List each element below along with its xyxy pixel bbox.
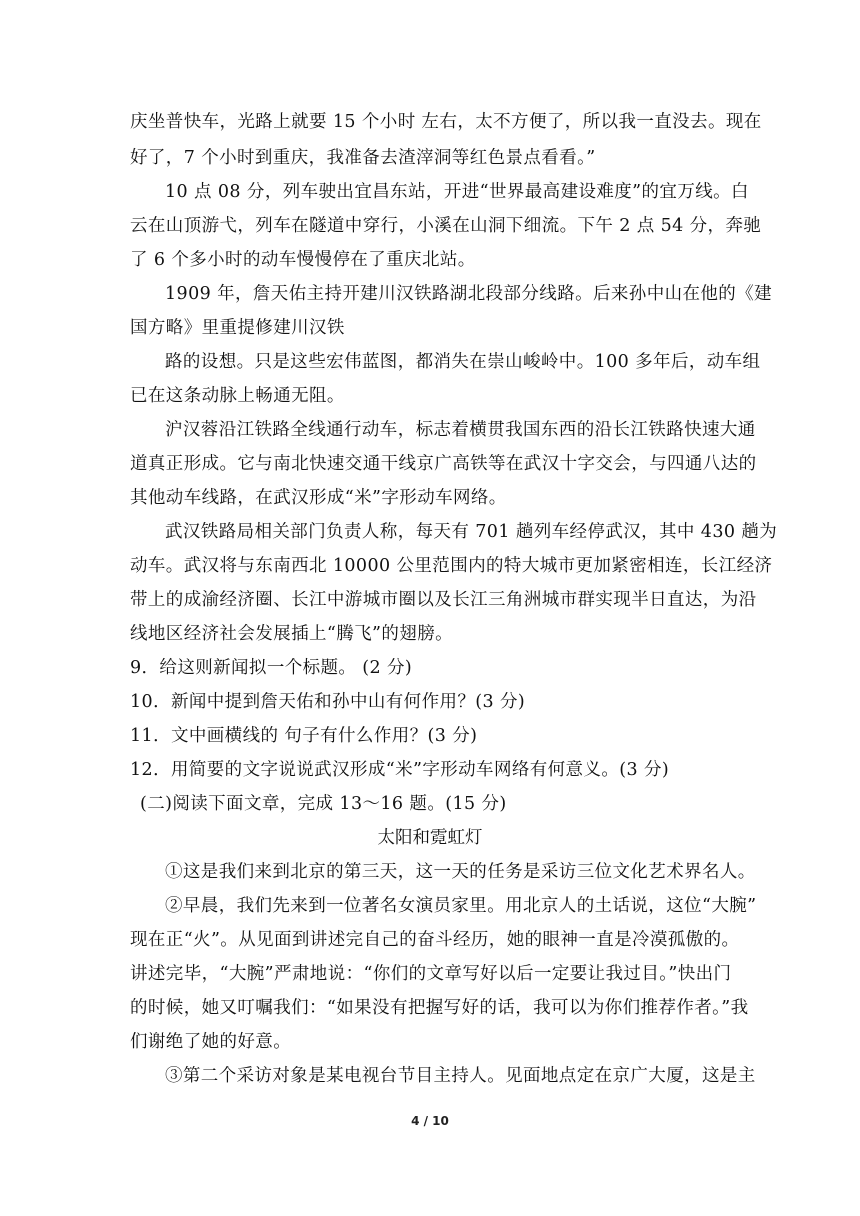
- paragraph-line: 路的设想。只是这些宏伟蓝图，都消失在崇山峻岭中。100 多年后，动车组: [165, 352, 761, 372]
- paragraph-line: 武汉铁路局相关部门负责人称，每天有 701 趟列车经停武汉，其中 430 趟为: [165, 522, 778, 542]
- paragraph-line: 1909 年，詹天佑主持开建川汉铁路湖北段部分线路。后来孙中山在他的《建: [165, 284, 772, 304]
- question-11: 11．文中画横线的 句子有什么作用？(3 分): [130, 726, 478, 746]
- paragraph-line: ①这是我们来到北京的第三天，这一天的任务是采访三位文化艺术界名人。: [165, 862, 756, 882]
- paragraph-line: 动车。武汉将与东南西北 10000 公里范围内的特大城市更加紧密相连，长江经济: [130, 556, 773, 576]
- paragraph-line: 带上的成渝经济圈、长江中游城市圈以及长江三角洲城市群实现半日直达，为沿: [130, 590, 757, 610]
- paragraph-line: 讲述完毕，“大腕”严肃地说：“你们的文章写好以后一定要让我过目。”快出门: [130, 964, 732, 984]
- paragraph-line: 10 点 08 分，列车驶出宜昌东站，开进“世界最高建设难度”的宜万线。白: [165, 182, 749, 202]
- paragraph-line: 线地区经济社会发展插上“腾飞”的翅膀。: [130, 624, 453, 644]
- question-12: 12．用简要的文字说说武汉形成“米”字形动车网络有何意义。(3 分): [130, 760, 670, 780]
- paragraph-line: 已在这条动脉上畅通无阻。: [130, 386, 345, 406]
- paragraph-line: 们谢绝了她的好意。: [130, 1032, 292, 1052]
- paragraph-line: ②早晨，我们先来到一位著名女演员家里。用北京人的土话说，这位“大腕”: [165, 896, 757, 916]
- paragraph-line: 道真正形成。它与南北快速交通干线京广高铁等在武汉十字交会，与四通八达的: [130, 454, 757, 474]
- paragraph-line: 了 6 个多小时的动车慢慢停在了重庆北站。: [130, 250, 476, 270]
- question-9: 9．给这则新闻拟一个标题。 (2 分): [130, 658, 413, 678]
- article-title: 太阳和霓虹灯: [377, 828, 483, 848]
- paragraph-line: 好了，7 个小时到重庆，我准备去渣滓洞等红色景点看看。”: [130, 148, 596, 168]
- question-10: 10．新闻中提到詹天佑和孙中山有何作用？(3 分): [130, 692, 526, 712]
- paragraph-line: 其他动车线路，在武汉形成“米”字形动车网络。: [130, 488, 507, 508]
- paragraph-line: 的时候，她又叮嘱我们：“如果没有把握写好的话，我可以为你们推荐作者。”我: [130, 998, 749, 1018]
- page-number: 4 / 10: [411, 1114, 449, 1128]
- paragraph-line: ③第二个采访对象是某电视台节目主持人。见面地点定在京广大厦，这是主: [165, 1066, 756, 1086]
- paragraph-line: 云在山顶游弋，列车在隧道中穿行，小溪在山洞下细流。下午 2 点 54 分，奔驰: [130, 216, 762, 236]
- paragraph-line: 庆坐普快车，光路上就要 15 个小时 左右，太不方便了，所以我一直没去。现在: [130, 112, 762, 132]
- paragraph-line: 国方略》里重提修建川汉铁: [130, 318, 345, 338]
- section-heading: (二)阅读下面文章，完成 13～16 题。(15 分): [140, 794, 507, 814]
- paragraph-line: 现在正“火”。从见面到讲述完自己的奋斗经历，她的眼神一直是冷漠孤傲的。: [130, 930, 740, 950]
- paragraph-line: 沪汉蓉沿江铁路全线通行动车，标志着横贯我国东西的沿长江铁路快速大通: [165, 420, 756, 440]
